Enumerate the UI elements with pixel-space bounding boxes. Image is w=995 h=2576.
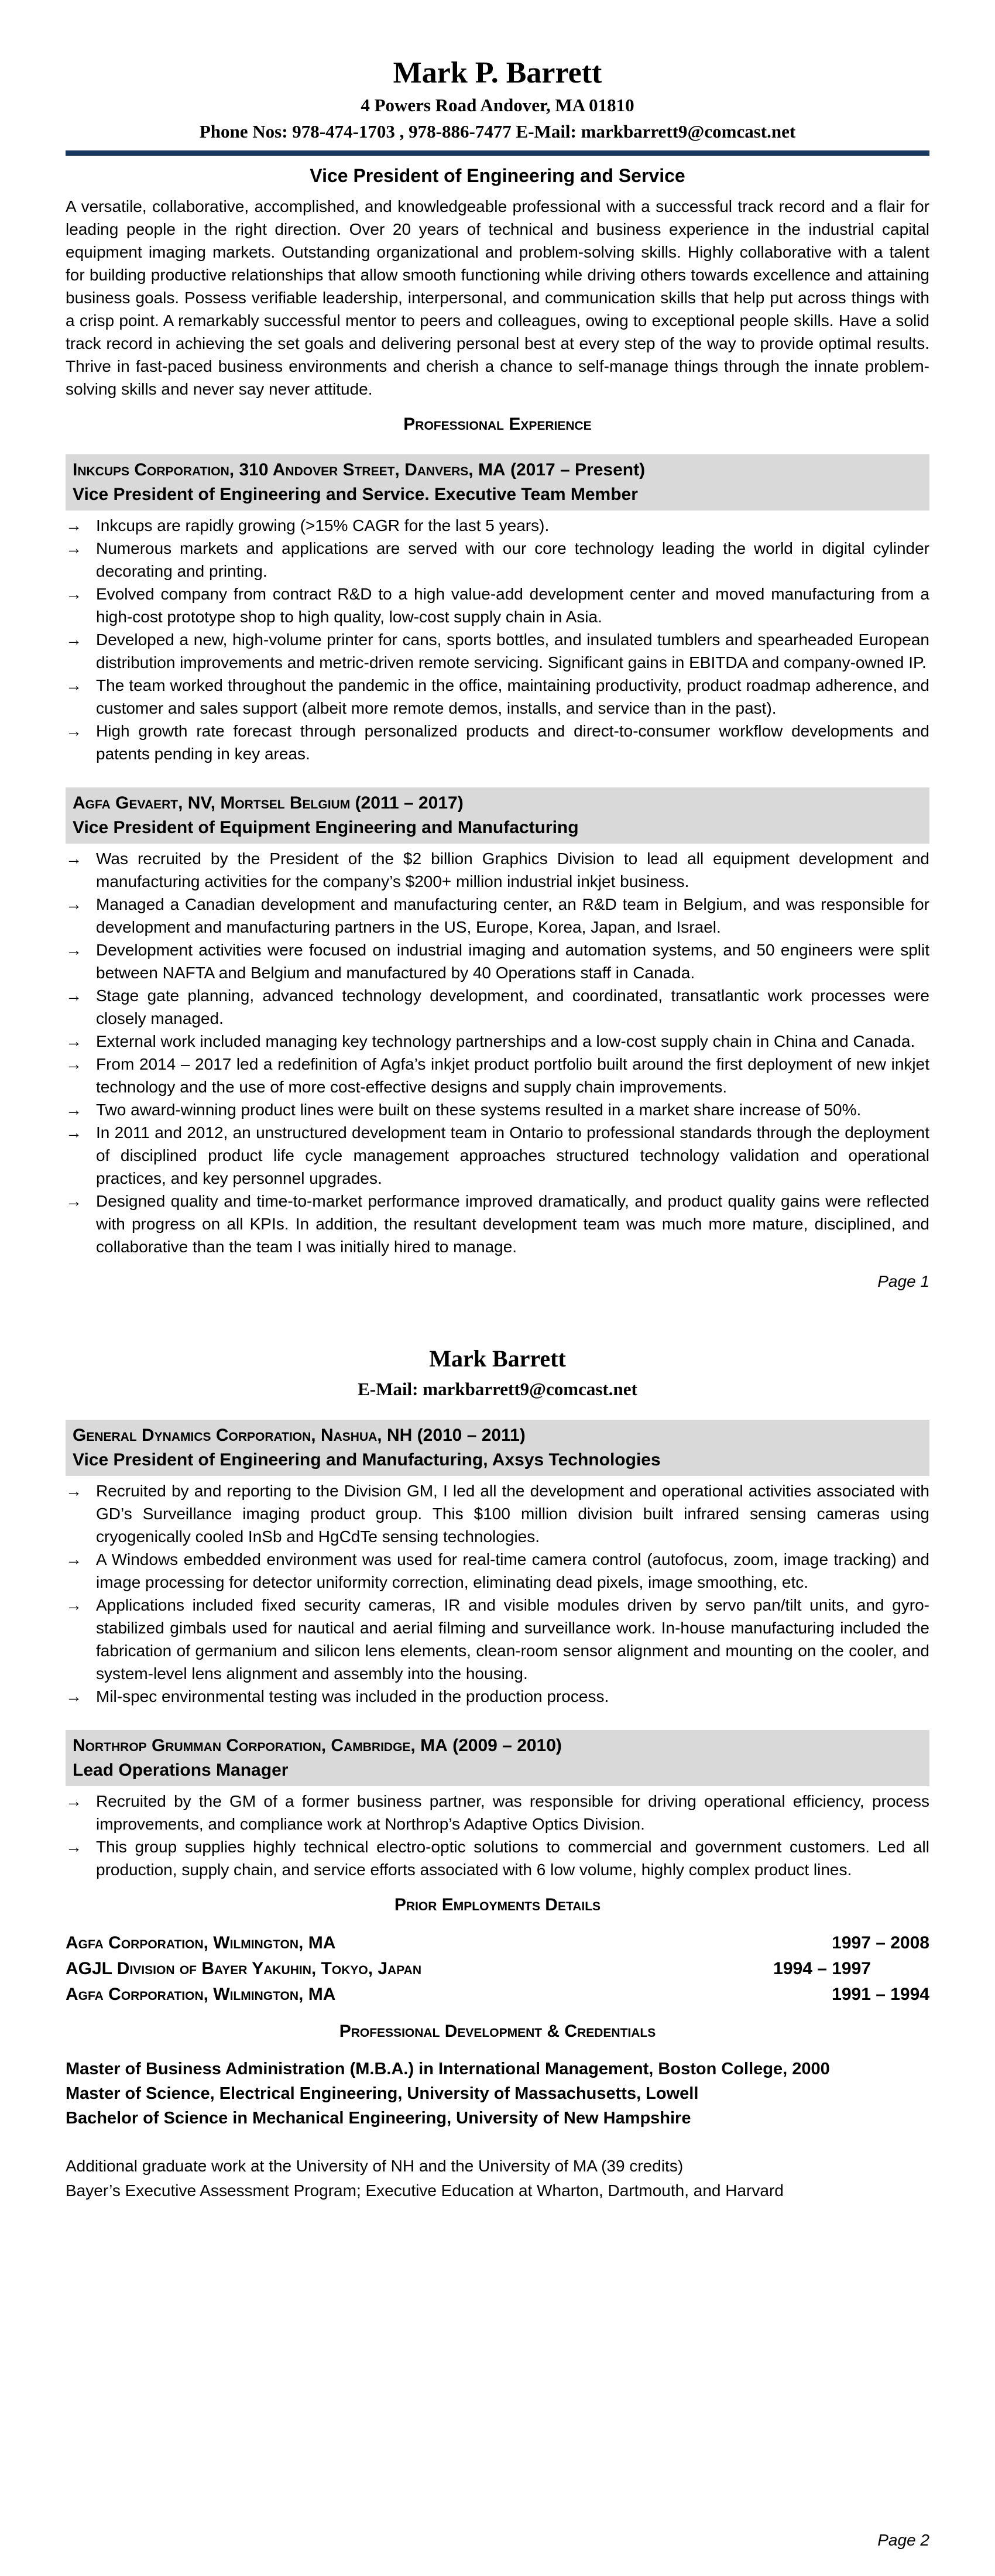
- bullet-text: Two award-winning product lines were built on these systems resulted in a market share increase of 50%.: [96, 1101, 862, 1119]
- section-heading-credentials: Professional Development & Credentials: [339, 2022, 656, 2041]
- bullet-text: High growth rate forecast through personalized products and direct-to-consumer workflow developments and patents pending in key areas.: [96, 722, 929, 763]
- bullet-arrow-icon: →: [66, 539, 82, 558]
- bullet-arrow-icon: →: [66, 631, 82, 649]
- job-bullet: [66, 1548, 929, 1594]
- job-header: [66, 1420, 929, 1476]
- job-section: [66, 1420, 929, 1708]
- bullet-text: A Windows embedded environment was used for real-time camera control (autofocus, zoom, image tracking) and image processing for detector uniformity correction, eliminating dead pixels, image smoothing, etc.: [96, 1550, 929, 1592]
- additional-credentials-list: [66, 2154, 929, 2203]
- job-bullet: [66, 537, 929, 583]
- job-header: [66, 1730, 929, 1786]
- page1-address: 4 Powers Road Andover, MA 01810: [361, 94, 634, 115]
- bullet-text: Inkcups are rapidly growing (>15% CAGR for the last 5 years).: [96, 516, 550, 535]
- job-bullet: [66, 1594, 929, 1685]
- prior-company: Agfa Corporation, Wilmington, MA: [66, 1933, 336, 1953]
- bullet-arrow-icon: →: [66, 895, 82, 914]
- page1-contact: Phone Nos: 978-474-1703 , 978-886-7477 E-Mail: markbarrett9@comcast.net: [199, 121, 796, 142]
- job-company-line: [73, 458, 922, 482]
- page2-name: Mark Barrett: [429, 1345, 566, 1372]
- job-bullets: [66, 1479, 929, 1708]
- prior-employment-row: [66, 1956, 929, 1982]
- job-bullet: [66, 720, 929, 765]
- job-title: Vice President of Equipment Engineering and Manufacturing: [73, 818, 579, 838]
- job-section: [66, 1730, 929, 1881]
- bullet-text: Recruited by and reporting to the Division GM, I led all the development and operational activities associated with GD’s Surveillance imaging product group. This $100 million division built infrared sensing cameras using cryogenically cooled InSb and HgCdTe sensing technologies.: [96, 1482, 929, 1546]
- section-heading-professional-experience: Professional Experience: [403, 415, 592, 434]
- bullet-arrow-icon: →: [66, 1101, 82, 1119]
- job-bullets: [66, 847, 929, 1258]
- job-bullet: [66, 938, 929, 984]
- job-bullet: [66, 674, 929, 720]
- job-bullet: [66, 1098, 929, 1121]
- page2-footer: Page 2: [877, 2531, 929, 2550]
- job-header: [66, 454, 929, 511]
- bullet-arrow-icon: →: [66, 1032, 82, 1051]
- bullet-arrow-icon: →: [66, 1550, 82, 1569]
- degrees-list: [66, 2057, 929, 2130]
- job-company-line: [73, 1423, 922, 1448]
- job-bullet: [66, 1685, 929, 1708]
- job-dates: (2010 – 2011): [417, 1426, 526, 1445]
- bullet-text: Evolved company from contract R&D to a high value-add development center and moved manufacturing from a high-cost prototype shop to high quality, low-cost supply chain in Asia.: [96, 585, 929, 626]
- job-bullet: [66, 514, 929, 537]
- summary-paragraph: A versatile, collaborative, accomplished, and knowledgeable professional with a successful track record and a flair for leading people in the right direction. Over 20 years of technical and business experience in the industrial capital equipment imaging markets. Outstanding organizational and problem-solving skills. Highly collaborative with a talent for building productive relationships that allow smooth functioning while driving others towards excellence and attaining business goals. Possess verifiable leadership, interpersonal, and communication skills that help put across things with a crisp point. A remarkably successful mentor to peers and colleagues, owing to exceptional people skills. Have a solid track record in achieving the set goals and delivering personal best at every step of the way to provide optimal results. Thrive in fast-paced business environments and cherish a chance to self-manage things through the innate problem-solving skills and never say never attitude.: [66, 197, 929, 399]
- degree-line: Master of Business Administration (M.B.A.) in International Management, Boston College, 2000: [66, 2060, 830, 2079]
- prior-employment-row: [66, 1982, 929, 2008]
- job-bullet: [66, 628, 929, 674]
- bullet-arrow-icon: →: [66, 1482, 82, 1501]
- job-company: Inkcups Corporation, 310 Andover Street, Danvers, MA: [73, 460, 506, 480]
- bullet-arrow-icon: →: [66, 1792, 82, 1811]
- bullet-arrow-icon: →: [66, 516, 82, 535]
- job-company: Northrop Grumman Corporation, Cambridge, MA: [73, 1736, 448, 1756]
- bullet-text: Development activities were focused on industrial imaging and automation systems, and 50 engineers were split between NAFTA and Belgium and manufactured by 40 Operations staff in Canada.: [96, 941, 929, 982]
- prior-company: Agfa Corporation, Wilmington, MA: [66, 1985, 336, 2005]
- bullet-text: Developed a new, high-volume printer for cans, sports bottles, and insulated tumblers and spearheaded European distribution improvements and metric-driven remote servicing. Significant gains in EBITDA and company-owned IP.: [96, 631, 929, 672]
- page1-footer: Page 1: [877, 1272, 929, 1291]
- job-bullet: [66, 847, 929, 893]
- degree-line: Master of Science, Electrical Engineering, University of Massachusetts, Lowell: [66, 2084, 699, 2104]
- job-header: [66, 787, 929, 844]
- job-company: General Dynamics Corporation, Nashua, NH: [73, 1426, 413, 1445]
- job-bullets: [66, 1790, 929, 1881]
- prior-employment-row: [66, 1930, 929, 1956]
- bullet-arrow-icon: →: [66, 1123, 82, 1142]
- job-bullet: [66, 1790, 929, 1835]
- prior-dates: 1994 – 1997: [773, 1959, 871, 1979]
- bullet-arrow-icon: →: [66, 986, 82, 1005]
- additional-credential-line: Bayer’s Executive Assessment Program; Executive Education at Wharton, Dartmouth, and Harvard: [66, 2181, 784, 2200]
- job-bullet: [66, 1030, 929, 1053]
- page2-contact: E-Mail: markbarrett9@comcast.net: [358, 1379, 637, 1400]
- prior-company: AGJL Division of Bayer Yakuhin, Tokyo, Japan: [66, 1959, 421, 1979]
- page1-name: Mark P. Barrett: [393, 56, 602, 90]
- degree-line: Bachelor of Science in Mechanical Engineering, University of New Hampshire: [66, 2109, 691, 2128]
- bullet-text: From 2014 – 2017 led a redefinition of Agfa’s inkjet product portfolio built around the first deployment of new inkjet technology and the use of more cost-effective designs and supply chain improvements.: [96, 1055, 929, 1097]
- bullet-text: Applications included fixed security cameras, IR and visible modules driven by servo pan/tilt units, and gyro-stabilized gimbals used for nautical and aerial filming and surveillance work. In-house manufacturing included the fabrication of germanium and silicon lens elements, clean-room sensor alignment and mounting on the cooler, and system-level lens alignment and assembly into the housing.: [96, 1596, 929, 1683]
- bullet-text: Stage gate planning, advanced technology development, and coordinated, transatlantic work processes were closely managed.: [96, 986, 929, 1028]
- prior-dates: 1991 – 1994: [832, 1985, 929, 2005]
- bullet-text: Was recruited by the President of the $2 billion Graphics Division to lead all equipment development and manufacturing activities for the company’s $200+ million industrial inkjet business.: [96, 849, 929, 891]
- job-title: Lead Operations Manager: [73, 1760, 289, 1780]
- prior-dates: 1997 – 2008: [832, 1933, 929, 1953]
- bullet-arrow-icon: →: [66, 1192, 82, 1211]
- job-title: Vice President of Engineering and Manufacturing, Axsys Technologies: [73, 1450, 661, 1470]
- bullet-arrow-icon: →: [66, 722, 82, 741]
- job-company-line: [73, 1734, 922, 1758]
- experience-list-page1: [66, 454, 929, 1258]
- bullet-arrow-icon: →: [66, 1838, 82, 1856]
- job-bullet: [66, 893, 929, 938]
- bullet-arrow-icon: →: [66, 941, 82, 960]
- job-bullet: [66, 984, 929, 1030]
- bullet-text: Mil-spec environmental testing was included in the production process.: [96, 1687, 609, 1706]
- job-section: [66, 454, 929, 765]
- bullet-arrow-icon: →: [66, 849, 82, 868]
- bullet-text: External work included managing key technology partnerships and a low-cost supply chain in China and Canada.: [96, 1032, 915, 1051]
- bullet-arrow-icon: →: [66, 1055, 82, 1074]
- page1-header: [66, 56, 929, 187]
- job-company: Agfa Gevaert, NV, Mortsel Belgium: [73, 793, 351, 813]
- header-divider-rule: [66, 150, 929, 156]
- job-section: [66, 787, 929, 1258]
- bullet-arrow-icon: →: [66, 1687, 82, 1706]
- bullet-arrow-icon: →: [66, 1596, 82, 1615]
- page1-role-title: Vice President of Engineering and Service: [310, 165, 685, 187]
- job-bullet: [66, 1190, 929, 1258]
- job-bullet: [66, 1479, 929, 1548]
- prior-employments-list: [66, 1930, 929, 2008]
- job-dates: (2009 – 2010): [452, 1736, 562, 1756]
- job-bullets: [66, 514, 929, 765]
- bullet-text: Recruited by the GM of a former business partner, was responsible for driving operational efficiency, process improvements, and compliance work at Northrop’s Adaptive Optics Division.: [96, 1792, 929, 1834]
- job-title: Vice President of Engineering and Service. Executive Team Member: [73, 485, 638, 505]
- page2-header: [66, 1345, 929, 1400]
- bullet-arrow-icon: →: [66, 676, 82, 695]
- job-dates: (2011 – 2017): [355, 793, 464, 813]
- experience-list-page2: [66, 1420, 929, 1881]
- section-heading-prior-employments: Prior Employments Details: [394, 1895, 601, 1915]
- job-bullet: [66, 1121, 929, 1190]
- bullet-text: In 2011 and 2012, an unstructured development team in Ontario to professional standards through the deployment of disciplined product life cycle management approaches structured technology validation and operational practices, and key personnel upgrades.: [96, 1123, 929, 1188]
- bullet-text: Managed a Canadian development and manufacturing center, an R&D team in Belgium, and was responsible for development and manufacturing partners in the US, Europe, Korea, Japan, and Israel.: [96, 895, 929, 937]
- job-dates: (2017 – Present): [510, 460, 646, 480]
- job-bullet: [66, 1053, 929, 1098]
- job-bullet: [66, 1835, 929, 1881]
- bullet-arrow-icon: →: [66, 585, 82, 604]
- bullet-text: Numerous markets and applications are served with our core technology leading the world in digital cylinder decorating and printing.: [96, 539, 929, 581]
- bullet-text: This group supplies highly technical electro-optic solutions to commercial and government customers. Led all production, supply chain, and service efforts associated with 6 low volume, highly complex product lines.: [96, 1838, 929, 1879]
- bullet-text: The team worked throughout the pandemic in the office, maintaining productivity, product roadmap adherence, and customer and sales support (albeit more remote demos, installs, and service than in the past).: [96, 676, 929, 718]
- job-bullet: [66, 583, 929, 628]
- additional-credential-line: Additional graduate work at the University of NH and the University of MA (39 credits): [66, 2157, 684, 2176]
- job-company-line: [73, 791, 922, 816]
- bullet-text: Designed quality and time-to-market performance improved dramatically, and product quality gains were reflected with progress on all KPIs. In addition, the resultant development team was much more mature, disciplined, and collaborative than the team I was initially hired to manage.: [96, 1192, 929, 1256]
